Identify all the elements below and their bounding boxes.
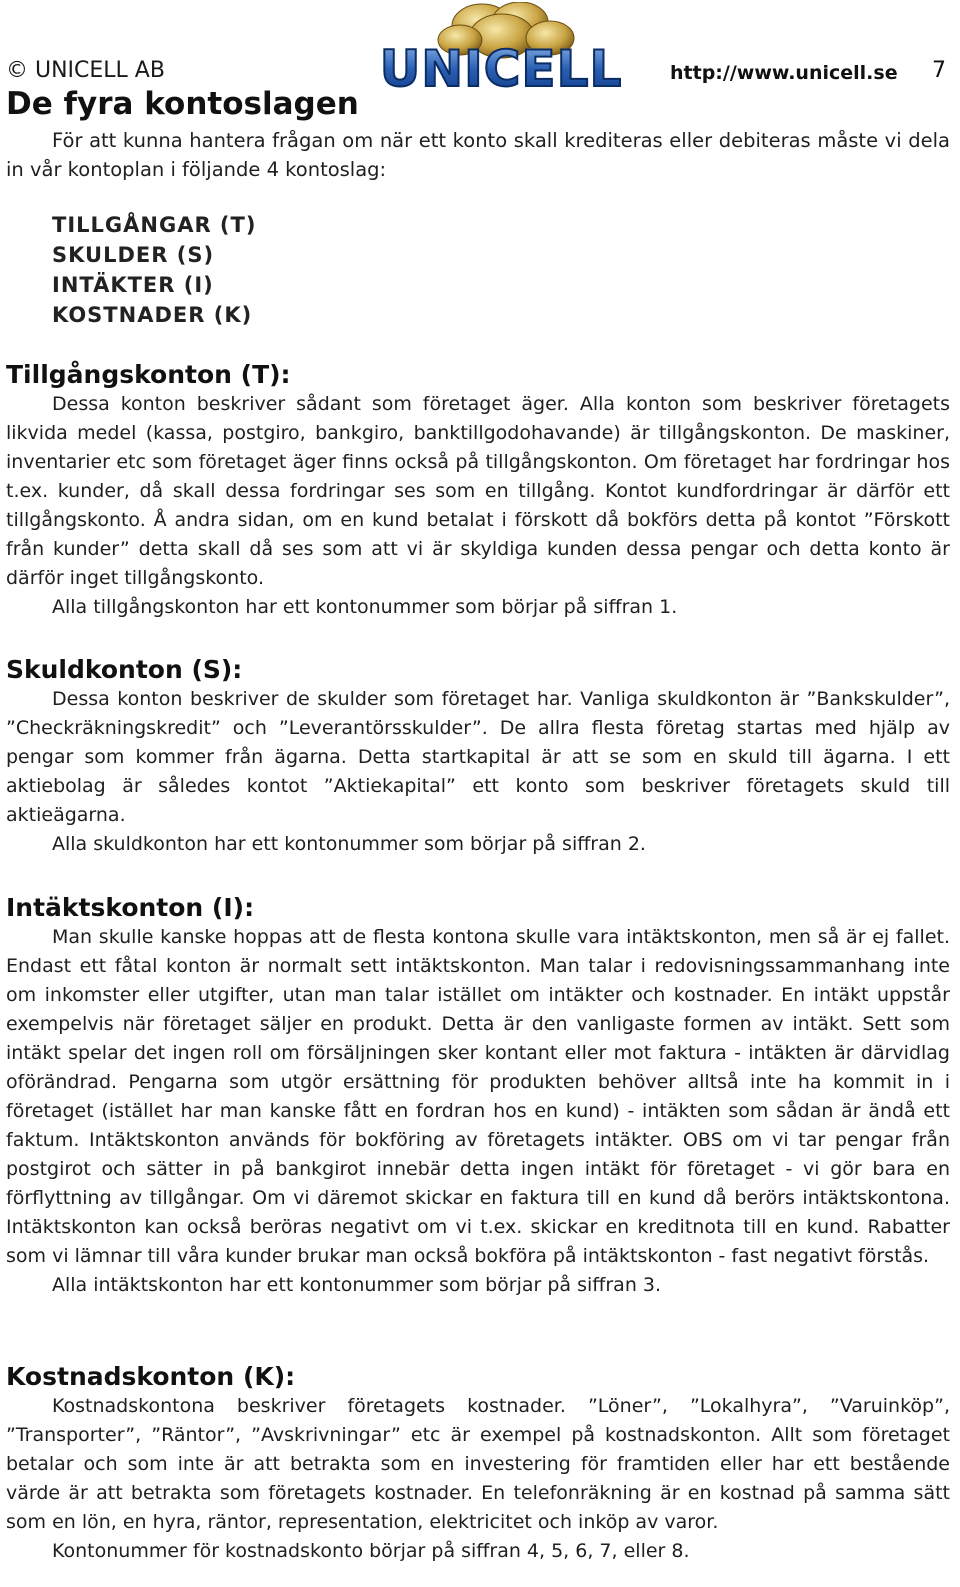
section-text: Kostnadskontona beskriver företagets kostnader. ”Löner”, ”Lokalhyra”, ”Varuinköp”, ”Transporter”, ”Räntor”, ”Avskrivningar” etc är exempel på kostnadskonton. Allt som företaget betalar och som inte är att betrakta som en investering för framtiden eller har ett bestående värde är att betrakta som företagets kostnader. En telefonräkning är en kostnad på samma sätt som en lön, en hyra, räntor, representation, elektricitet och inköp av varor. (6, 1395, 950, 1533)
section-note: Kontonummer för kostnadskonto börjar på siffran 4, 5, 6, 7, eller 8. (52, 1540, 690, 1562)
section-text: Man skulle kanske hoppas att de flesta kontona skulle vara intäktskonton, men så är ej fallet. Endast ett fåtal konton är normalt sett intäktskonton. Man talar i redovisningssammanhang inte om inkomster eller utgifter, utan man talar istället om intäkter och kostnader. En intäkt uppstår exempelvis när företaget säljer en produkt. Detta är den vanligaste formen av intäkt. Sett som intäkt spelar det ingen roll om försäljningen sker kontant eller mot faktura - intäkten är därvidlag oförändrad. Pengarna som utgör ersättning för produkten behöver alltså inte ha kommit in i företaget (istället har man kanske fått en fordran hos en kund) - intäkten som sådan är ändå ett faktum. Intäktskonton används för bokföring av företagets intäkter. OBS om vi tar pengar från postgirot och sätter in på bankgirot innebär detta ingen intäkt för företaget - vi gör bara en förflyttning av tillgångar. Om vi däremot skickar en faktura till en kund då berörs intäktskontona. Intäktskonton kan också beröras negativt om vi t.ex. skickar en kreditnota till en kund. Rabatter som vi lämnar till våra kunder brukar man också bokföra på intäktskonton - fast negativt förstås. (6, 926, 950, 1267)
section-text: Dessa konton beskriver sådant som företaget äger. Alla konton som beskriver företagets likvida medel (kassa, postgiro, bankgiro, banktillgodohavande) är tillgångskonton. De maskiner, inventarier etc som företaget äger finns också på tillgångskonton. Om företaget har fordringar hos t.ex. kunder, då skall dessa fordringar ses som en tillgång. Kontot kundfordringar är därför ett tillgångskonto. Å andra sidan, om en kund betalat i förskott då bokförs detta på kontot ”Förskott från kunder” detta skall då ses som att vi är skyldiga kunden dessa pengar och detta konto är därför inget tillgångskonto. (6, 393, 950, 589)
account-types-list (52, 210, 256, 330)
section-heading: Tillgångskonton (T): (6, 360, 291, 389)
section-assets (6, 360, 950, 622)
section-heading: Kostnadskonton (K): (6, 1362, 296, 1391)
account-type-revenue: INTÄKTER (I) (52, 273, 214, 297)
page-number: 7 (932, 58, 946, 83)
website-url: http://www.unicell.se (670, 62, 898, 84)
section-note: Alla tillgångskonton har ett kontonummer som börjar på siffran 1. (52, 596, 678, 618)
section-note: Alla skuldkonton har ett kontonummer som börjar på siffran 2. (52, 833, 646, 855)
copyright-text: © UNICELL AB (6, 58, 165, 83)
section-note: Alla intäktskonton har ett kontonummer som börjar på siffran 3. (52, 1274, 662, 1296)
section-heading: Skuldkonton (S): (6, 655, 243, 684)
account-type-assets: TILLGÅNGAR (T) (52, 213, 257, 237)
section-expenses (6, 1362, 950, 1566)
unicell-logo (370, 2, 632, 94)
section-revenue (6, 893, 950, 1300)
section-text: Dessa konton beskriver de skulder som företaget har. Vanliga skuldkonton är ”Bankskulder”, ”Checkräkningskredit” och ”Leverantörsskulder”. De allra flesta företag startas med hjälp av pengar som kommer från ägarna. Detta startkapital är att se som en skuld till ägarna. I ett aktiebolag är således kontot ”Aktiekapital” ett konto som beskriver företagets skuld till aktieägarna. (6, 688, 950, 826)
section-heading: Intäktskonton (I): (6, 893, 255, 922)
account-type-liabilities: SKULDER (S) (52, 243, 215, 267)
logo-text: UNICELL (379, 40, 623, 94)
section-liabilities (6, 655, 950, 859)
page-title: De fyra kontoslagen (6, 86, 359, 122)
account-type-expenses: KOSTNADER (K) (52, 303, 253, 327)
intro-block (6, 126, 950, 184)
intro-paragraph: För att kunna hantera frågan om när ett konto skall krediteras eller debiteras måste vi dela in vår kontoplan i följande 4 kontoslag: (6, 129, 950, 181)
